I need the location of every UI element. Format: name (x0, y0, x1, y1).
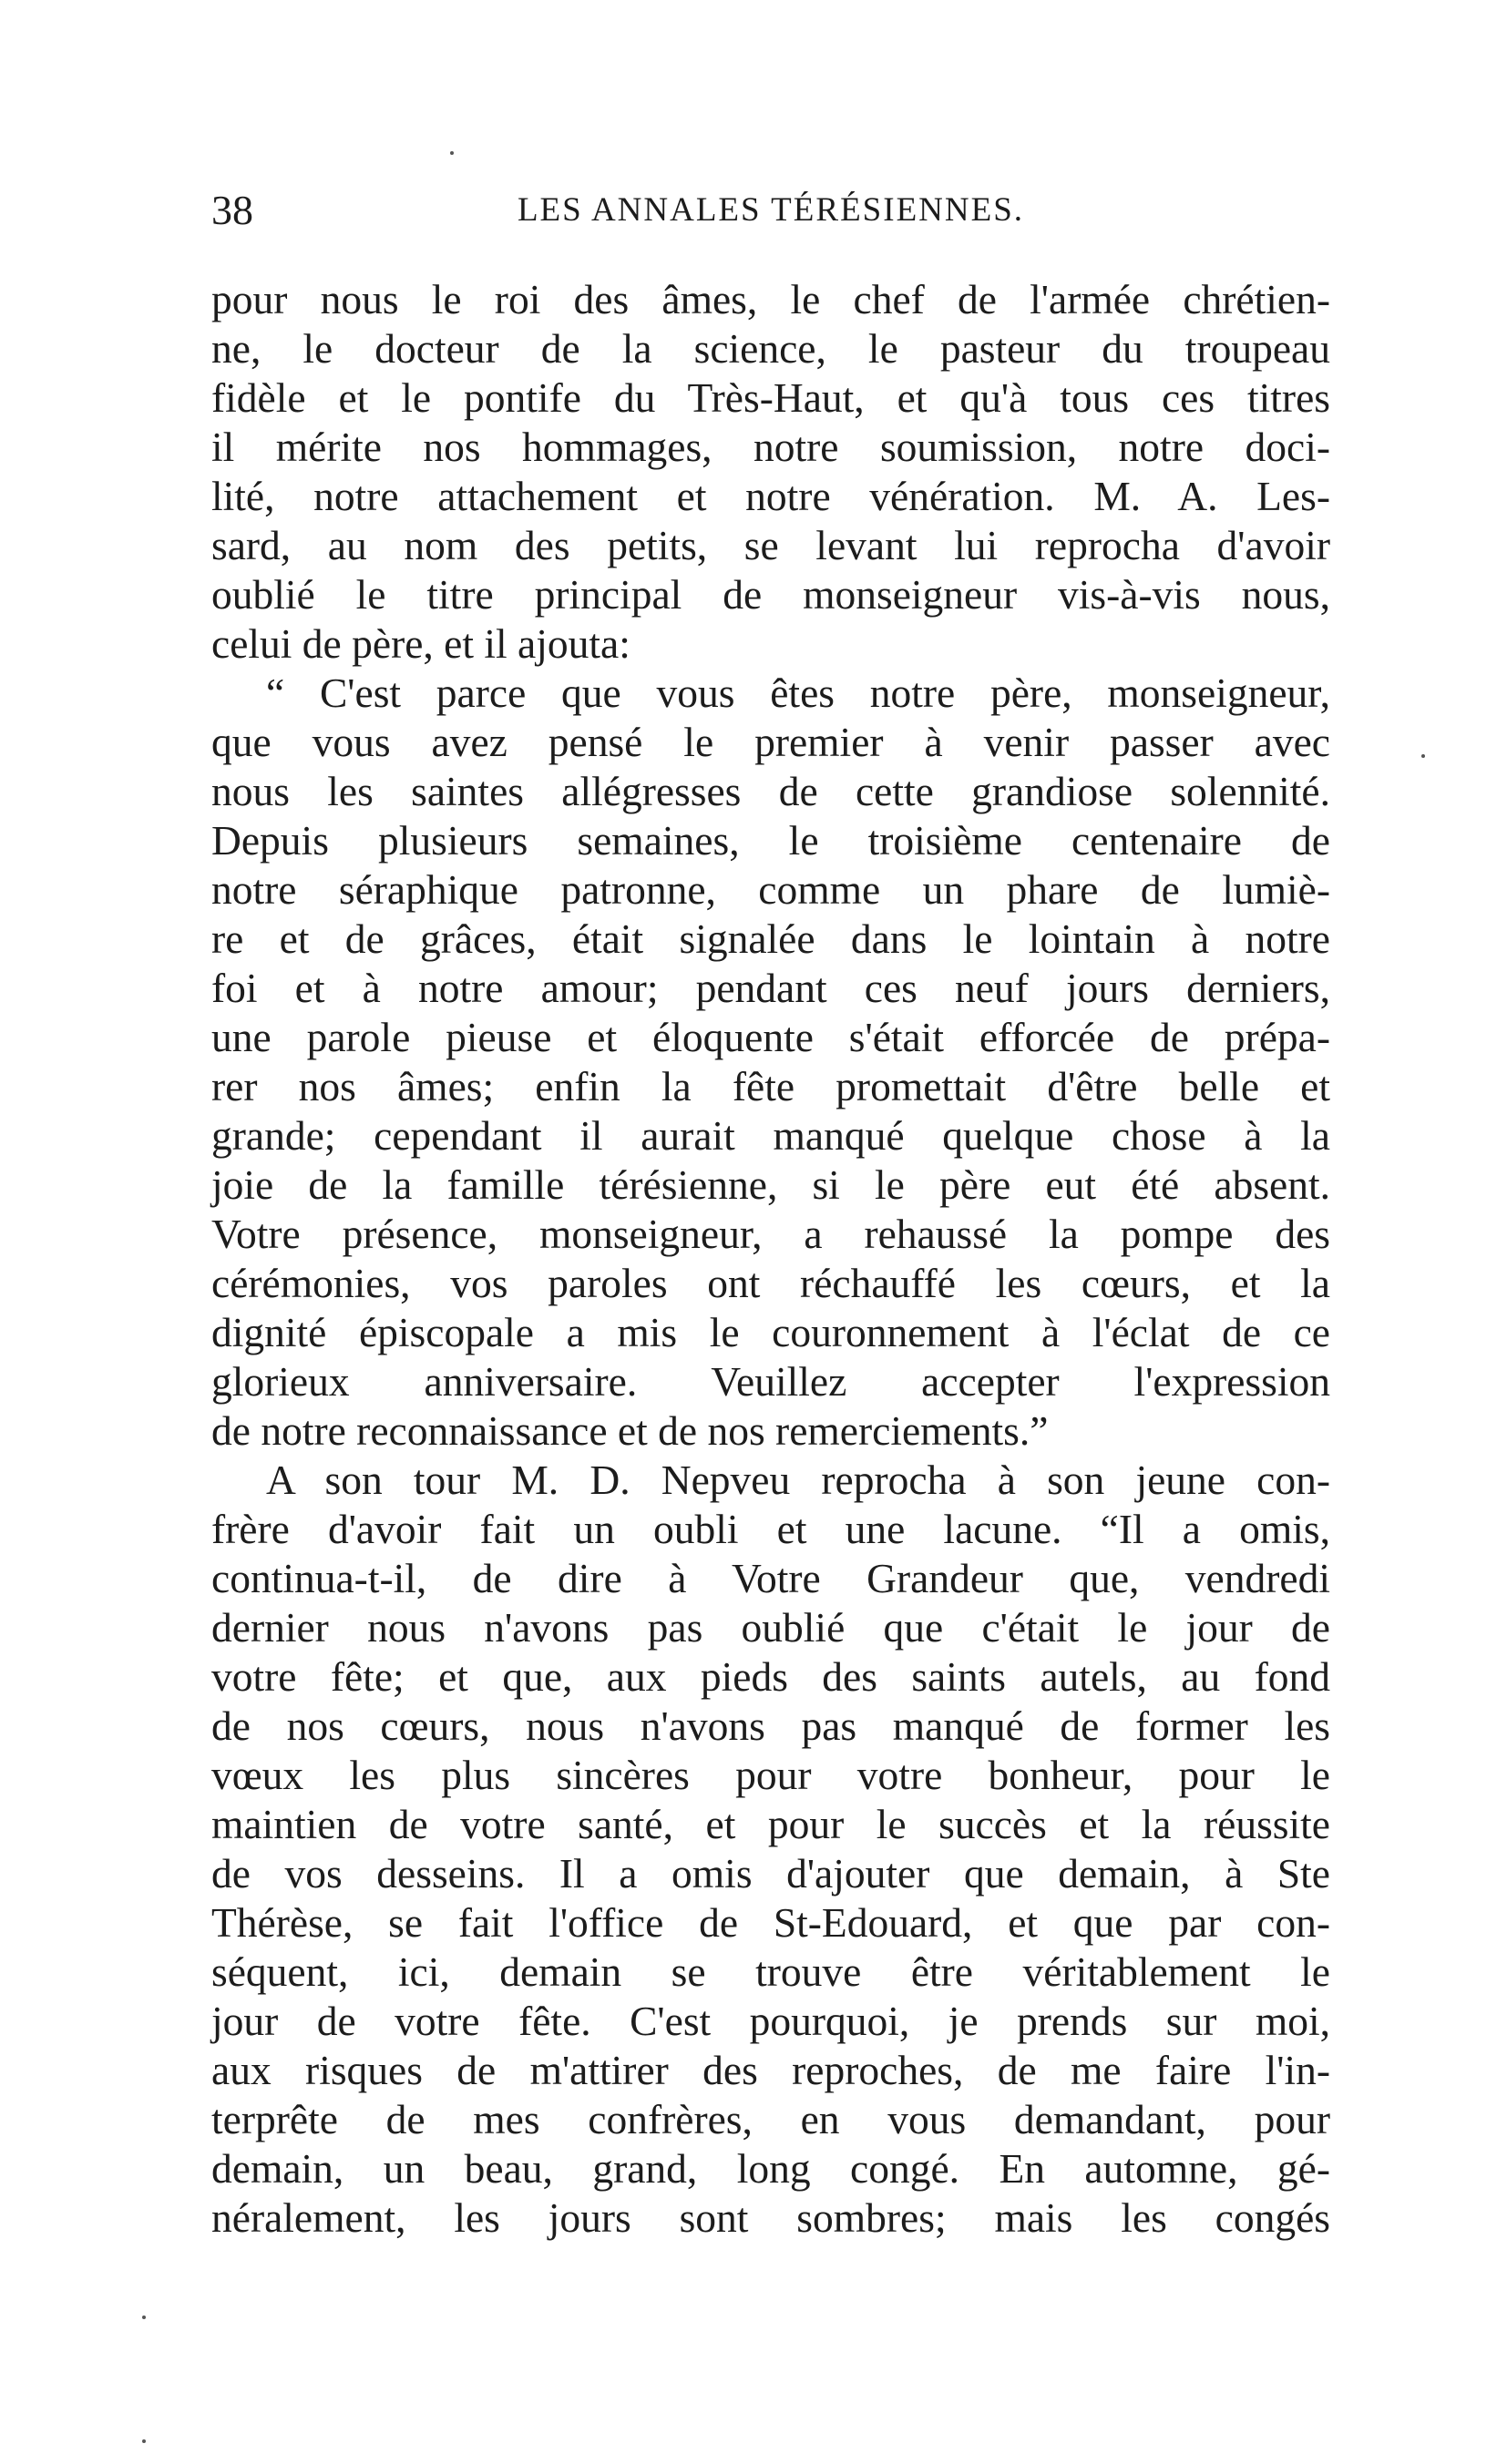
text-line: glorieux anniversaire. Veuillez accepter l'expression (211, 1358, 1330, 1405)
text-line: séquent, ici, demain se trouve être véritablement le (211, 1948, 1330, 1995)
text-line: frère d'avoir fait un oubli et une lacune. “Il a omis, (211, 1506, 1330, 1552)
text-line: pour nous le roi des âmes, le chef de l'armée chrétien- (211, 276, 1330, 322)
text-line: nous les saintes allégresses de cette grandiose solennité. (211, 768, 1330, 814)
text-line: vœux les plus sincères pour votre bonheur, pour le (211, 1752, 1330, 1798)
text-line: celui de père, et il ajouta: (211, 620, 630, 667)
text-line: de vos desseins. Il a omis d'ajouter que demain, à Ste (211, 1850, 1330, 1897)
text-line: aux risques de m'attirer des reproches, de me faire l'in- (211, 2047, 1330, 2093)
page-number: 38 (211, 187, 253, 233)
text-line: de nos cœurs, nous n'avons pas manqué de former les (211, 1702, 1330, 1749)
text-line: terprête de mes confrères, en vous demandant, pour (211, 2096, 1330, 2142)
ink-speck (1421, 754, 1425, 758)
text-line: joie de la famille térésienne, si le père eut été absent. (211, 1161, 1330, 1208)
text-line: Depuis plusieurs semaines, le troisième centenaire de (211, 817, 1330, 864)
ink-speck (142, 2439, 146, 2443)
text-line: A son tour M. D. Nepveu reprocha à son jeune con- (266, 1457, 1330, 1503)
text-line: de notre reconnaissance et de nos remerciements.” (211, 1407, 1049, 1454)
text-line: sard, au nom des petits, se levant lui reprocha d'avoir (211, 522, 1330, 568)
text-line: Thérèse, se fait l'office de St-Edouard, et que par con- (211, 1899, 1330, 1946)
text-line: une parole pieuse et éloquente s'était efforcée de prépa- (211, 1014, 1330, 1060)
text-line: grande; cependant il aurait manqué quelque chose à la (211, 1112, 1330, 1159)
text-line: Votre présence, monseigneur, a rehaussé la pompe des (211, 1211, 1330, 1257)
text-line: oublié le titre principal de monseigneur vis-à-vis nous, (211, 571, 1330, 618)
text-line: jour de votre fête. C'est pourquoi, je prends sur moi, (211, 1998, 1330, 2044)
running-head: LES ANNALES TÉRÉSIENNES. (517, 191, 1025, 229)
text-line: notre séraphique patronne, comme un phare de lumiè- (211, 866, 1330, 913)
text-line: ne, le docteur de la science, le pasteur du troupeau (211, 325, 1330, 372)
text-line: rer nos âmes; enfin la fête promettait d'être belle et (211, 1063, 1330, 1109)
text-line: demain, un beau, grand, long congé. En automne, gé- (211, 2145, 1330, 2192)
text-line: votre fête; et que, aux pieds des saints autels, au fond (211, 1653, 1330, 1700)
text-line: dignité épiscopale a mis le couronnement à l'éclat de ce (211, 1309, 1330, 1355)
text-line: lité, notre attachement et notre vénération. M. A. Les- (211, 473, 1330, 519)
text-line: néralement, les jours sont sombres; mais les congés (211, 2194, 1330, 2241)
text-line: que vous avez pensé le premier à venir passer avec (211, 719, 1330, 765)
text-line: continua-t-il, de dire à Votre Grandeur que, vendredi (211, 1555, 1330, 1601)
text-line: cérémonies, vos paroles ont réchauffé les cœurs, et la (211, 1260, 1330, 1306)
body-text (211, 275, 1330, 2243)
page-header (211, 179, 1330, 242)
ink-speck (142, 2316, 146, 2319)
text-line: maintien de votre santé, et pour le succès et la réussite (211, 1801, 1330, 1847)
text-line: “ C'est parce que vous êtes notre père, monseigneur, (266, 670, 1330, 716)
text-line: il mérite nos hommages, notre soumission, notre doci- (211, 424, 1330, 470)
text-line: dernier nous n'avons pas oublié que c'était le jour de (211, 1604, 1330, 1651)
text-line: foi et à notre amour; pendant ces neuf jours derniers, (211, 965, 1330, 1011)
text-line: fidèle et le pontife du Très-Haut, et qu'à tous ces titres (211, 374, 1330, 421)
text-line: re et de grâces, était signalée dans le lointain à notre (211, 915, 1330, 962)
ink-speck (450, 151, 454, 155)
